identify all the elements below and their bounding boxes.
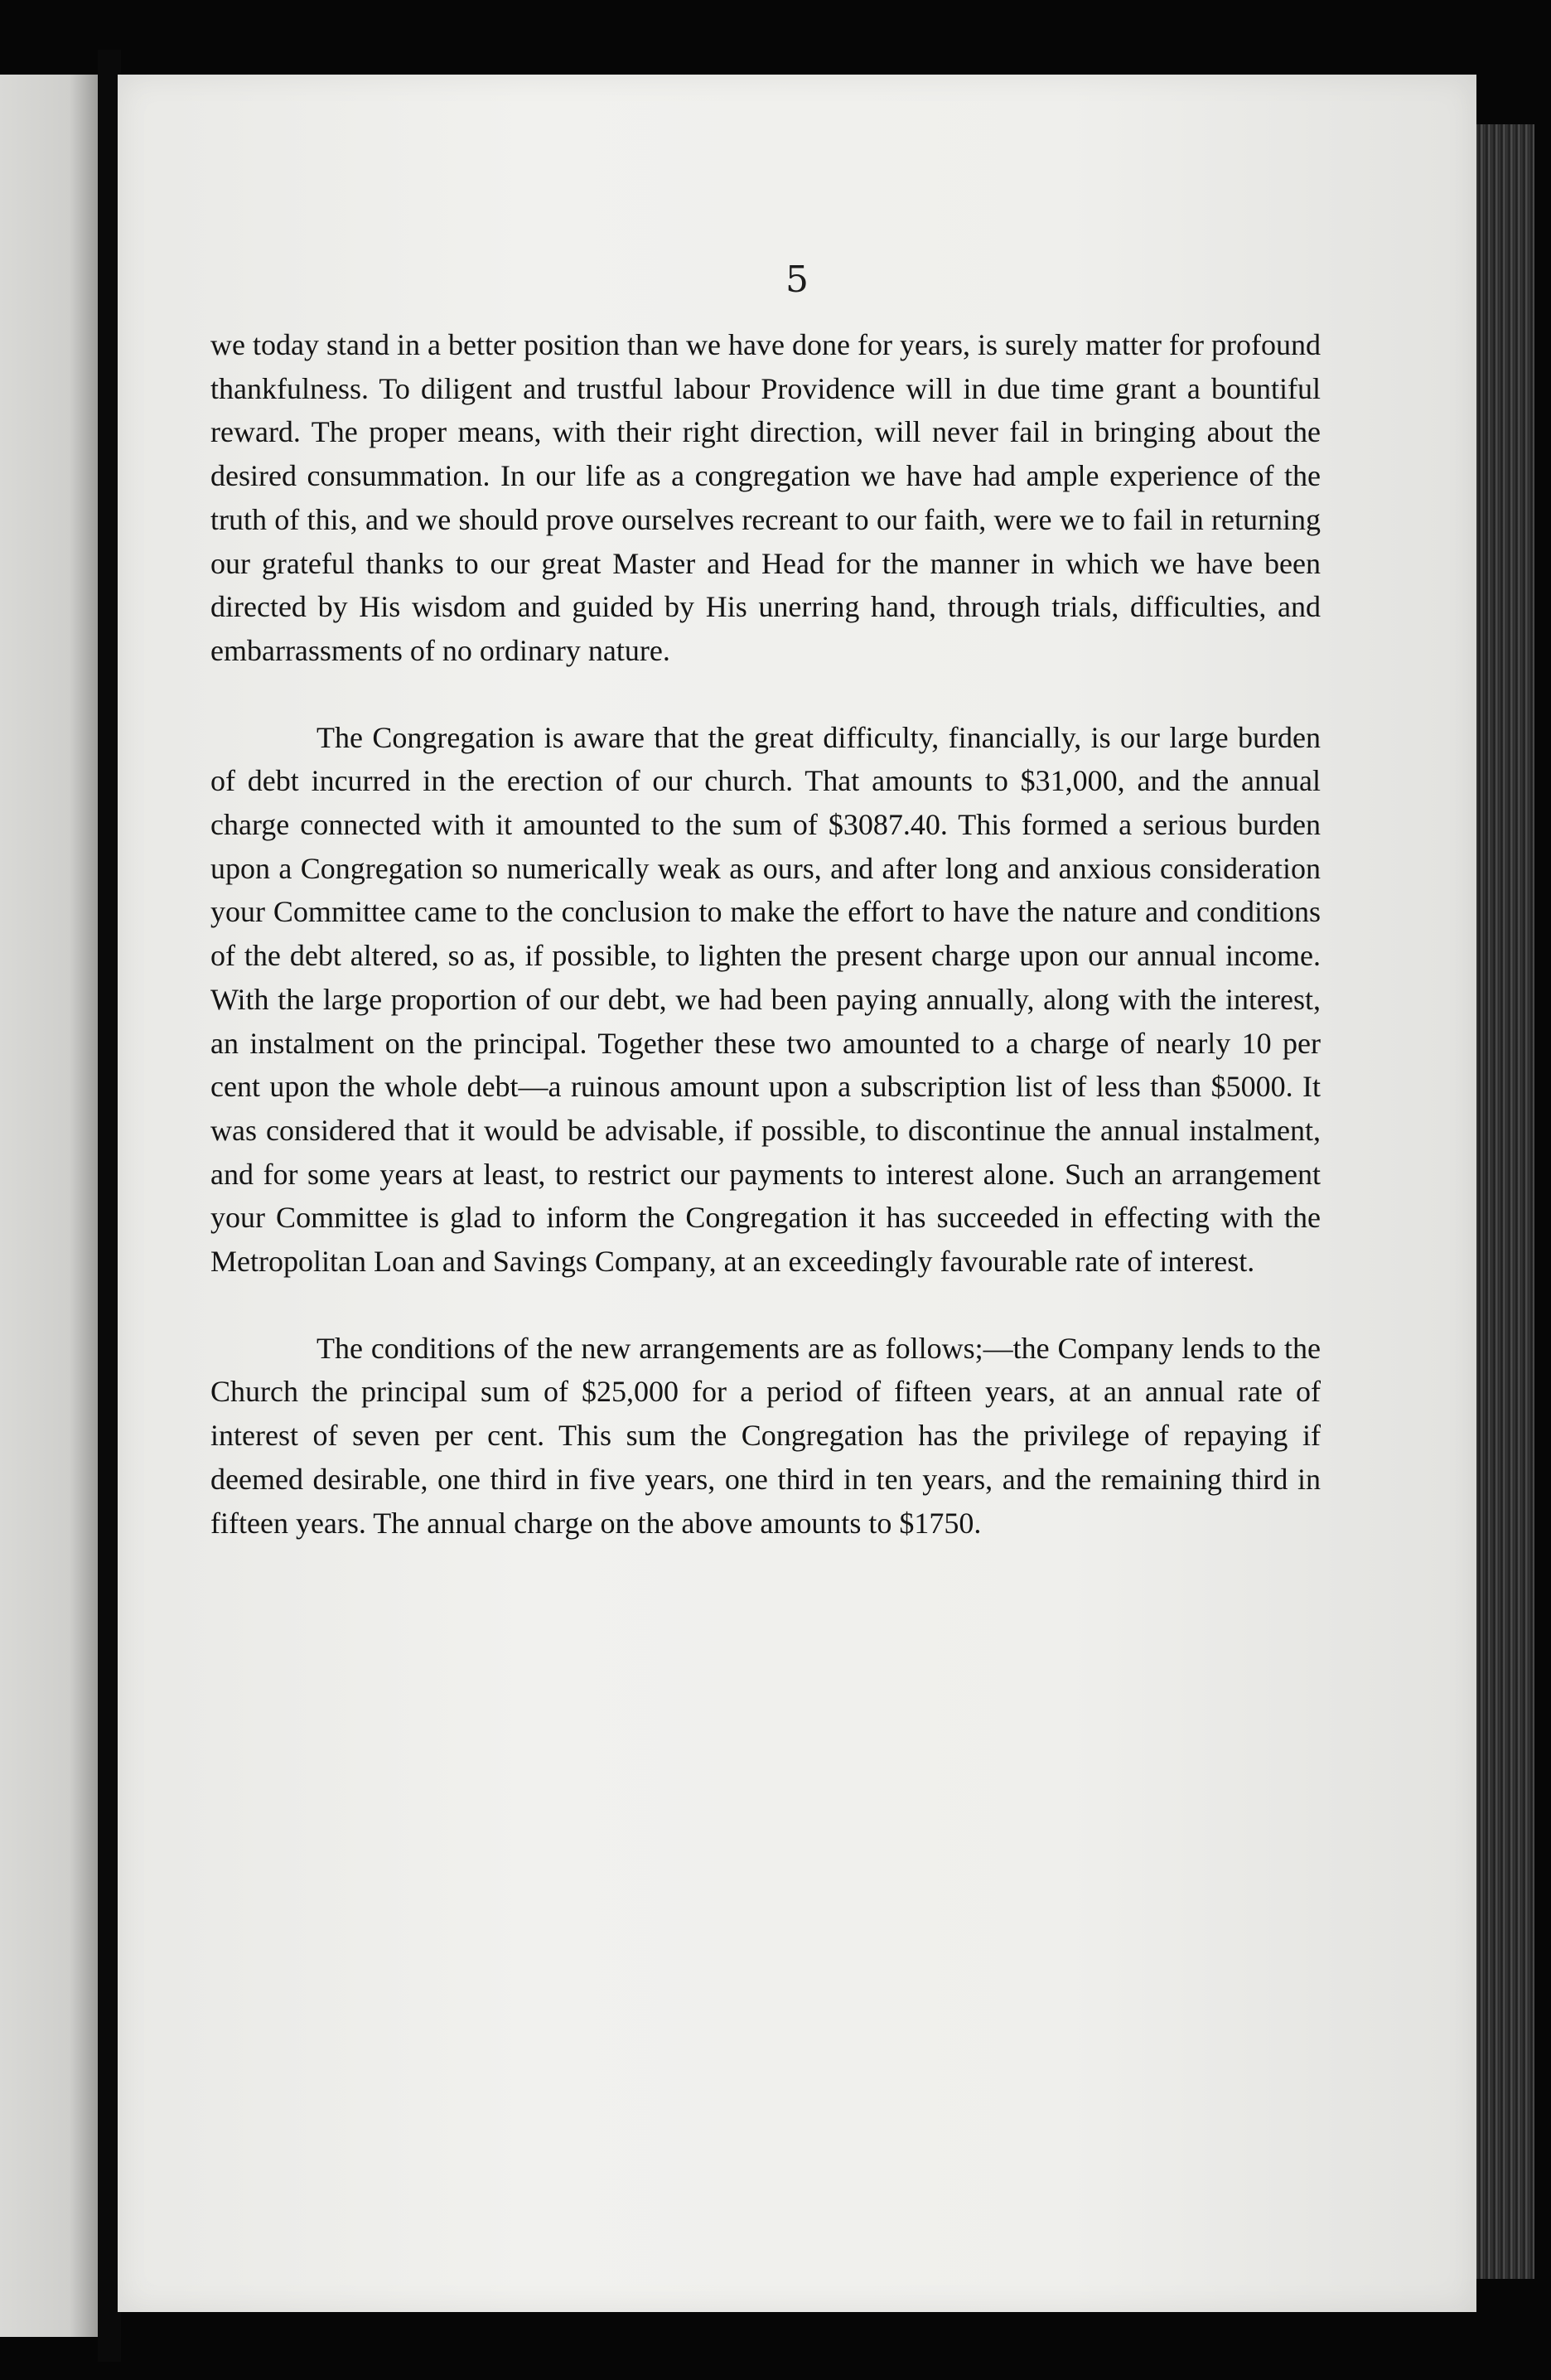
paragraph-debt-burden: The Congregation is aware that the great difficulty, financially, is our large burden of debt incurred in the erection of our church. That amounts to $31,000, and the annual charge connected with it amounted to the sum of $3087.40. This formed a serious burden upon a Congregation so numerically weak as ours, and after long and anxious consideration your Committee came to the conclusion to make the effort to have the nature and conditions of the debt altered, so as, if possible, to lighten the present charge upon our annual income. With the large proportion of our debt, we had been paying annually, along with the interest, an instalment on the principal. Together these two amounted to a charge of nearly 10 per cent upon the whole debt—a ruinous amount upon a subscription list of less than $5000. It was considered that it would be advisable, if possible, to discontinue the annual instalment, and for some years at least, to restrict our payments to interest alone. Such an arrangement your Committee is glad to inform the Congregation it has succeeded in effecting with the Metropolitan Loan and Savings Company, at an exceedingly favourable rate of interest. [210,720,1321,1279]
previous-page-edge [0,75,99,2337]
paragraph-continuation: we today stand in a better position than we have done for years, is surely matter for profound thankfulness. To diligent and trustful labour Providence will in due time grant a bountiful reward. The proper means, with their right direction, will never fail in bringing about the desired consummation. In our life as a congregation we have had ample experience of the truth of this, and we should prove ourselves recreant to our faith, were we to fail in returning our grateful thanks to our great Master and Head for the manner in which we have been directed by His wisdom and guided by His unerring hand, through trials, difficulties, and embarrassments of no ordinary nature. [210,328,1321,667]
paragraph-new-arrangements: The conditions of the new arrangements are as follows;—the Company lends to the Church the principal sum of $25,000 for a period of fifteen years, at an annual rate of interest of seven per cent. This sum the Congregation has the privilege of repaying if deemed desirable, one third in five years, one third in ten years, and the remaining third in fifteen years. The annual charge on the above amounts to $1750. [210,1331,1321,1540]
page-number: 5 [785,259,809,301]
body-text [210,323,1321,1545]
book-page [118,75,1476,2312]
page-edge-stack [1476,124,1534,2279]
